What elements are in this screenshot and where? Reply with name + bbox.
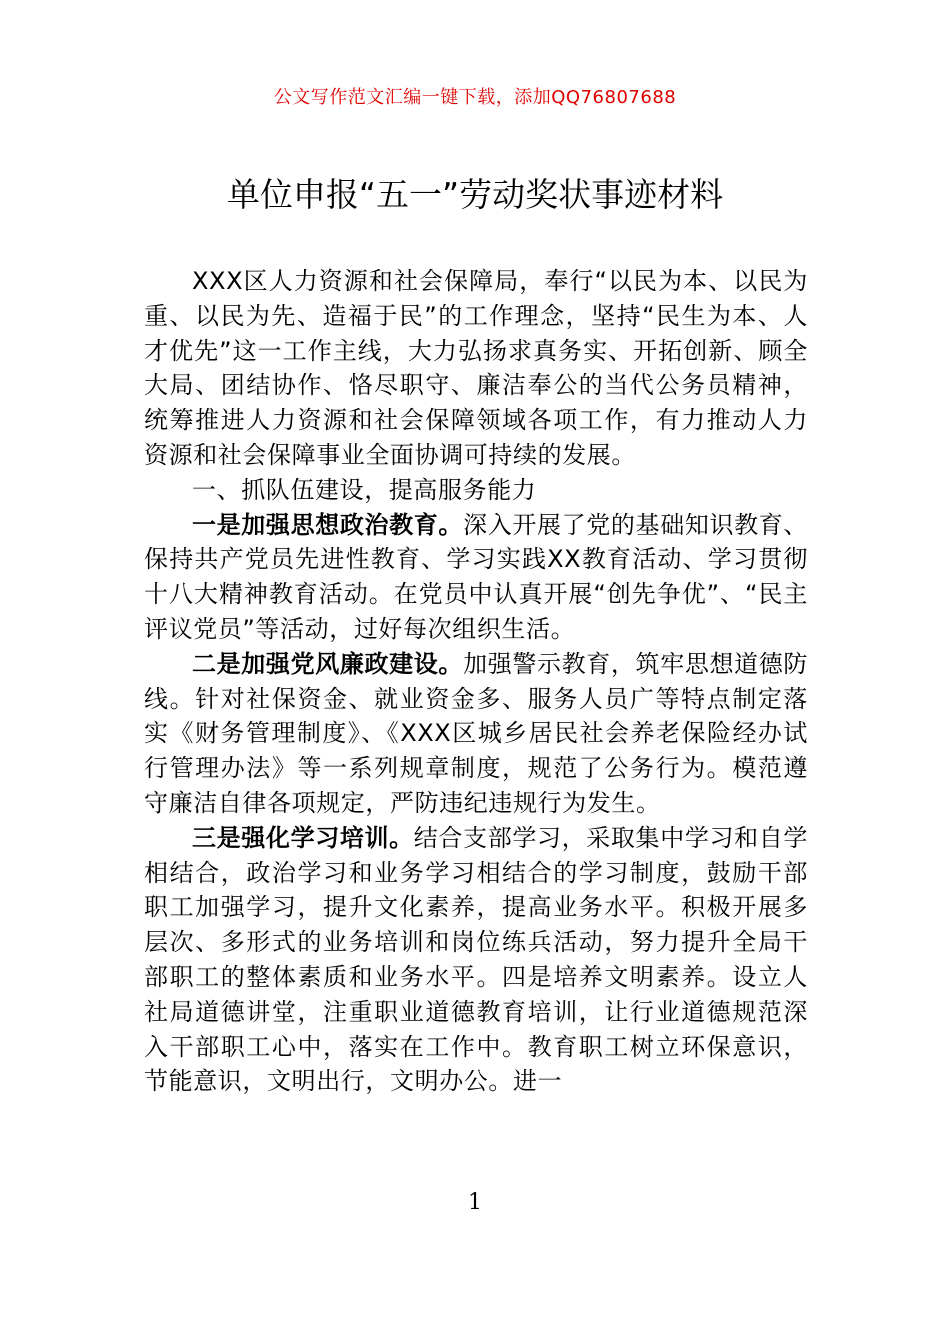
paragraph-lead: 二是加强党风廉政建设。 (192, 649, 464, 678)
document-body (144, 264, 808, 1099)
paragraph-lead: 一是加强思想政治教育。 (192, 510, 464, 539)
paragraph-text: 一、抓队伍建设，提高服务能力 (192, 475, 537, 504)
paragraph-text: 结合支部学习，采取集中学习和自学相结合，政治学习和业务学习相结合的学习制度，鼓励干部职工加强学习，提升文化素养，提高业务水平。积极开展多层次、多形式的业务培训和岗位练兵活动，努力提升全局干部职工的整体素质和业务水平。四是培养文明素养。设立人社局道德讲堂，注重职业道德教育培训，让行业道德规范深入干部职工心中，落实在工作中。教育职工树立环保意识，节能意识，文明出行，文明办公。进一 (144, 823, 808, 1096)
section-heading (144, 473, 808, 508)
document-title: 单位申报“五一”劳动奖状事迹材料 (226, 175, 724, 214)
paragraph-text: XXX区人力资源和社会保障局，奉行“以民为本、以民为重、以民为先、造福于民”的工作理念，坚持“民生为本、人才优先”这一工作主线，大力弘扬求真务实、开拓创新、顾全大局、团结协作、恪尽职守、廉洁奉公的当代公务员精神，统筹推进人力资源和社会保障领域各项工作，有力推动人力资源和社会保障事业全面协调可持续的发展。 (144, 267, 808, 469)
item-paragraph-integrity (144, 647, 808, 821)
item-paragraph-ideology (144, 508, 808, 647)
page-number: 1 (468, 1190, 482, 1215)
paragraph-text: 深入开展了党的基础知识教育、保持共产党员先进性教育、学习实践XX教育活动、学习贯彻十八大精神教育活动。在党员中认真开展“创先争优”、“民主评议党员”等活动，过好每次组织生活。 (144, 510, 808, 643)
download-notice: 公文写作范文汇编一键下载，添加QQ76807688 (273, 87, 677, 108)
item-paragraph-training (144, 821, 808, 1099)
paragraph-text: 加强警示教育，筑牢思想道德防线。针对社保资金、就业资金多、服务人员广等特点制定落实《财务管理制度》、《XXX区城乡居民社会养老保险经办试行管理办法》等一系列规章制度，规范了公务行为。模范遵守廉洁自律各项规定，严防违纪违规行为发生。 (144, 649, 808, 817)
intro-paragraph (144, 264, 808, 473)
paragraph-lead: 三是强化学习培训。 (192, 823, 414, 852)
